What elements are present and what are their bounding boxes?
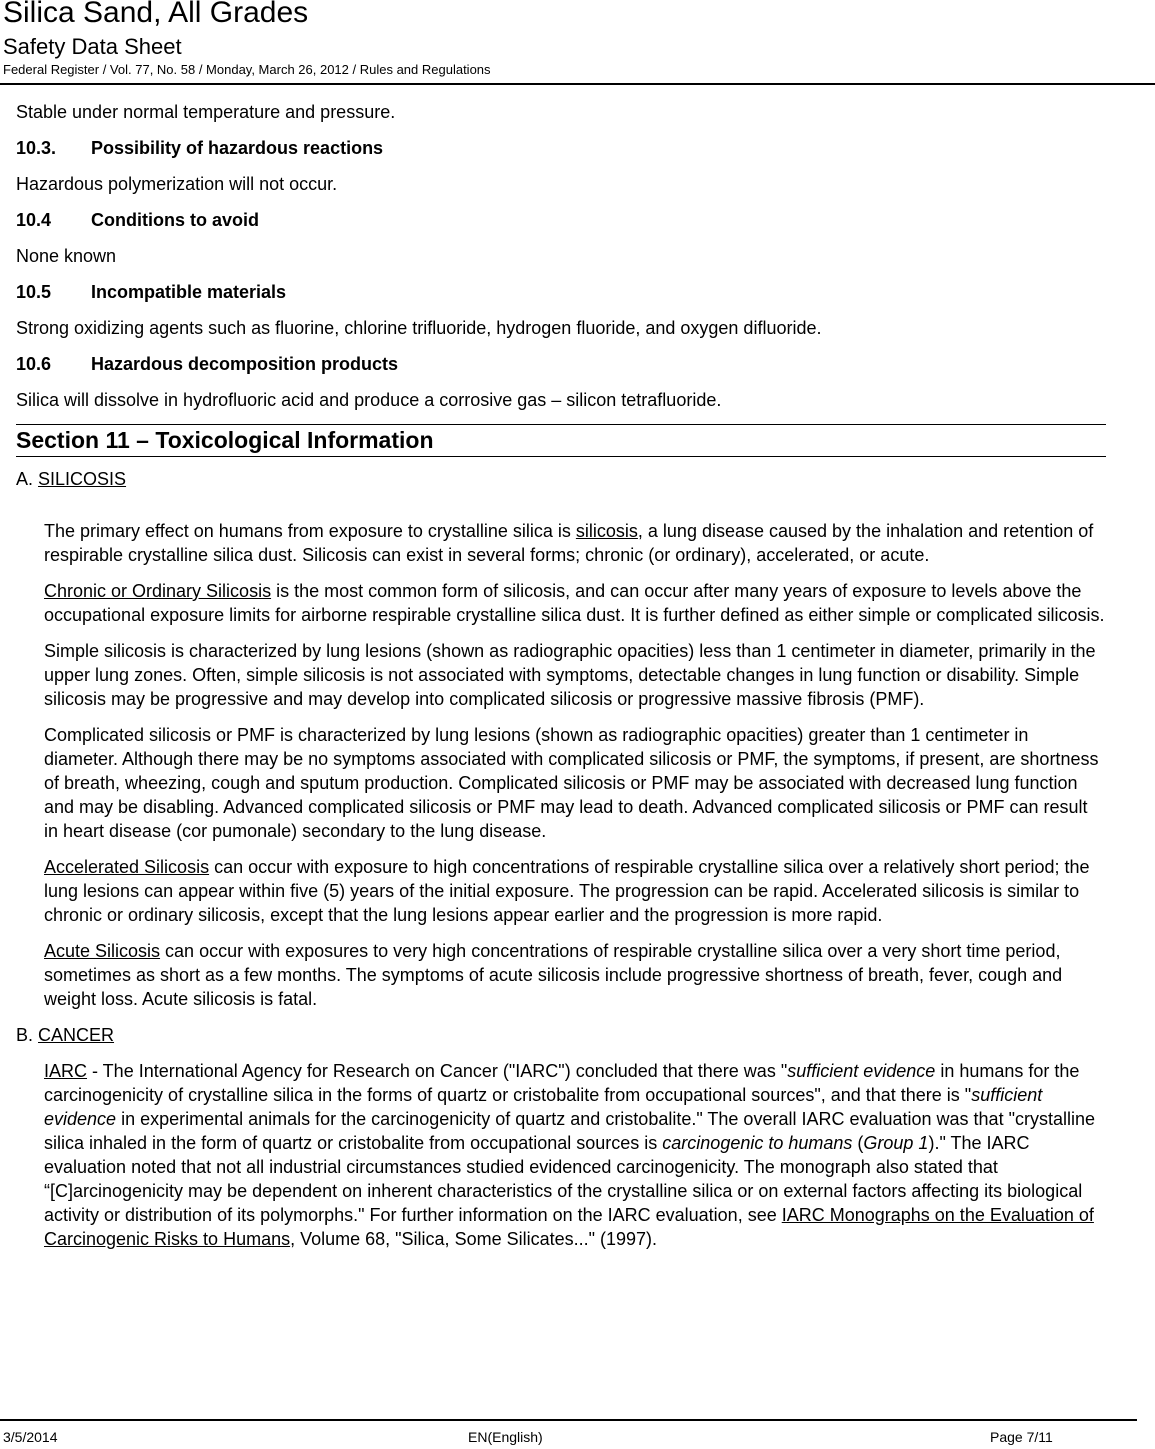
heading-title: Incompatible materials — [91, 282, 287, 302]
header-divider — [0, 83, 1155, 85]
subsection-a-label — [16, 467, 1106, 491]
heading-10-6 — [16, 352, 1106, 376]
text-run: The primary effect on humans from exposure to crystalline silica is — [44, 521, 576, 541]
accelerated-silicosis-paragraph — [44, 855, 1106, 927]
emphasis-text: sufficient evidence — [44, 1085, 1043, 1129]
heading-title: Conditions to avoid — [91, 210, 259, 230]
subsection-prefix: A. — [16, 469, 39, 489]
silicosis-term: silicosis — [575, 521, 638, 541]
footer-page-number: Page 7/11 — [990, 1429, 1053, 1445]
silicosis-label: SILICOSIS — [38, 469, 127, 489]
incompatible-materials-text: Strong oxidizing agents such as fluorine, chlorine trifluoride, hydrogen fluoride, and oxygen difluoride. — [16, 318, 822, 338]
acute-silicosis-term: Acute Silicosis — [44, 941, 161, 961]
text-run: , Volume 68, "Silica, Some Silicates..." (1997). — [290, 1229, 658, 1249]
heading-title: Possibility of hazardous reactions — [91, 138, 384, 158]
decomposition-products-text: Silica will dissolve in hydrofluoric acid and produce a corrosive gas – silicon tetrafluoride. — [16, 390, 722, 410]
iarc-paragraph — [44, 1059, 1106, 1251]
document-body — [16, 100, 1106, 1263]
simple-silicosis-paragraph: Simple silicosis is characterized by lung lesions (shown as radiographic opacities) less than 1 centimeter in diameter, primarily in the upper lung zones. Often, simple silicosis is not associated with symptoms, detectable changes in lung function or disability. Simple silicosis may be progressive and may develop into complicated silicosis or progressive massive fibrosis (PMF). — [44, 641, 1096, 709]
emphasis-text: sufficient evidence — [787, 1061, 936, 1081]
chronic-silicosis-term: Chronic or Ordinary Silicosis — [44, 581, 272, 601]
conditions-to-avoid-text: None known — [16, 246, 117, 266]
chronic-silicosis-paragraph — [44, 579, 1106, 627]
iarc-term: IARC — [44, 1061, 88, 1081]
heading-number: 10.6 — [16, 354, 52, 374]
heading-number: 10.5 — [16, 282, 52, 302]
text-run: in experimental animals for the carcinogenicity of quartz and cristobalite." The overall IARC evaluation was that "crystalline silica inhaled in the form of quartz or cristobalite from occupational sources is — [44, 1109, 1095, 1153]
subsection-b-label — [16, 1023, 1106, 1047]
heading-10-4 — [16, 208, 1106, 232]
text-run: can occur with exposures to very high concentrations of respirable crystalline silica over a very short time period, sometimes as short as a few months. The symptoms of acute silicosis include progressive shortness of breath, fever, cough and weight loss. Acute silicosis is fatal. — [44, 941, 1063, 1009]
heading-title: Hazardous decomposition products — [91, 354, 399, 374]
heading-10-3 — [16, 136, 1106, 160]
footer-divider — [0, 1419, 1137, 1421]
accelerated-silicosis-term: Accelerated Silicosis — [44, 857, 210, 877]
stability-text: Stable under normal temperature and pressure. — [16, 102, 396, 122]
federal-register-reference: Federal Register / Vol. 77, No. 58 / Monday, March 26, 2012 / Rules and Regulations — [3, 62, 491, 77]
acute-silicosis-paragraph — [44, 939, 1106, 1011]
iarc-monographs-reference: IARC Monographs on the Evaluation of Carcinogenic Risks to Humans — [44, 1205, 1094, 1249]
complicated-silicosis-paragraph: Complicated silicosis or PMF is characterized by lung lesions (shown as radiographic opacities) greater than 1 centimeter in diameter. Although there may be no symptoms associated with complicated silicosis or PMF, the symptoms, if present, are shortness of breath, wheezing, cough and sputum production. Complicated silicosis or PMF may be associated with decreased lung function and may be disabling. Advanced complicated silicosis or PMF may lead to death. Advanced complicated silicosis or PMF can result in heart disease (cor pumonale) secondary to the lung disease. — [44, 725, 1099, 841]
cancer-label: CANCER — [38, 1025, 115, 1045]
text-run: , a lung disease caused by the inhalation and retention of respirable crystalline silica dust. Silicosis can exist in several forms; chronic (or ordinary), accelerated, or acute. — [44, 521, 1094, 565]
silicosis-paragraph-1 — [44, 519, 1106, 567]
emphasis-text: Group 1 — [863, 1133, 929, 1153]
text-run: can occur with exposure to high concentrations of respirable crystalline silica over a relatively short period; the lung lesions can appear within five (5) years of the initial exposure. The progression can be rapid. Accelerated silicosis is similar to chronic or ordinary silicosis, except that the lung lesions appear earlier and the progression is more rapid. — [44, 857, 1090, 925]
text-run: )." The IARC evaluation noted that not all industrial circumstances studied evidenced carcinogenicity. The monograph also stated that “[C]arcinogenicity may be dependent on inherent characteristics of the crystalline silica or on external factors affecting its biological activity or distribution of its polymorphs." For further information on the IARC evaluation, see — [44, 1133, 1083, 1225]
footer-language: EN(English) — [468, 1429, 543, 1445]
hazardous-reactions-text: Hazardous polymerization will not occur. — [16, 174, 338, 194]
text-run: ( — [852, 1133, 864, 1153]
text-run: is the most common form of silicosis, and can occur after many years of exposure to levels above the occupational exposure limits for airborne respirable crystalline silica dust. It is further defined as either simple or complicated silicosis. — [44, 581, 1105, 625]
heading-10-5 — [16, 280, 1106, 304]
heading-number: 10.3. — [16, 138, 57, 158]
heading-number: 10.4 — [16, 210, 52, 230]
text-run: in humans for the carcinogenicity of crystalline silica in the forms of quartz or cristobalite from occupational sources", and that there is " — [44, 1061, 1080, 1105]
document-title: Silica Sand, All Grades — [3, 0, 309, 29]
footer-date: 3/5/2014 — [3, 1429, 58, 1445]
text-run: - The International Agency for Research on Cancer ("IARC") concluded that there was " — [87, 1061, 788, 1081]
subsection-prefix: B. — [16, 1025, 39, 1045]
emphasis-text: carcinogenic to humans — [662, 1133, 853, 1153]
document-subtitle: Safety Data Sheet — [3, 34, 182, 59]
section-11-title: Section 11 – Toxicological Information — [16, 424, 1106, 457]
